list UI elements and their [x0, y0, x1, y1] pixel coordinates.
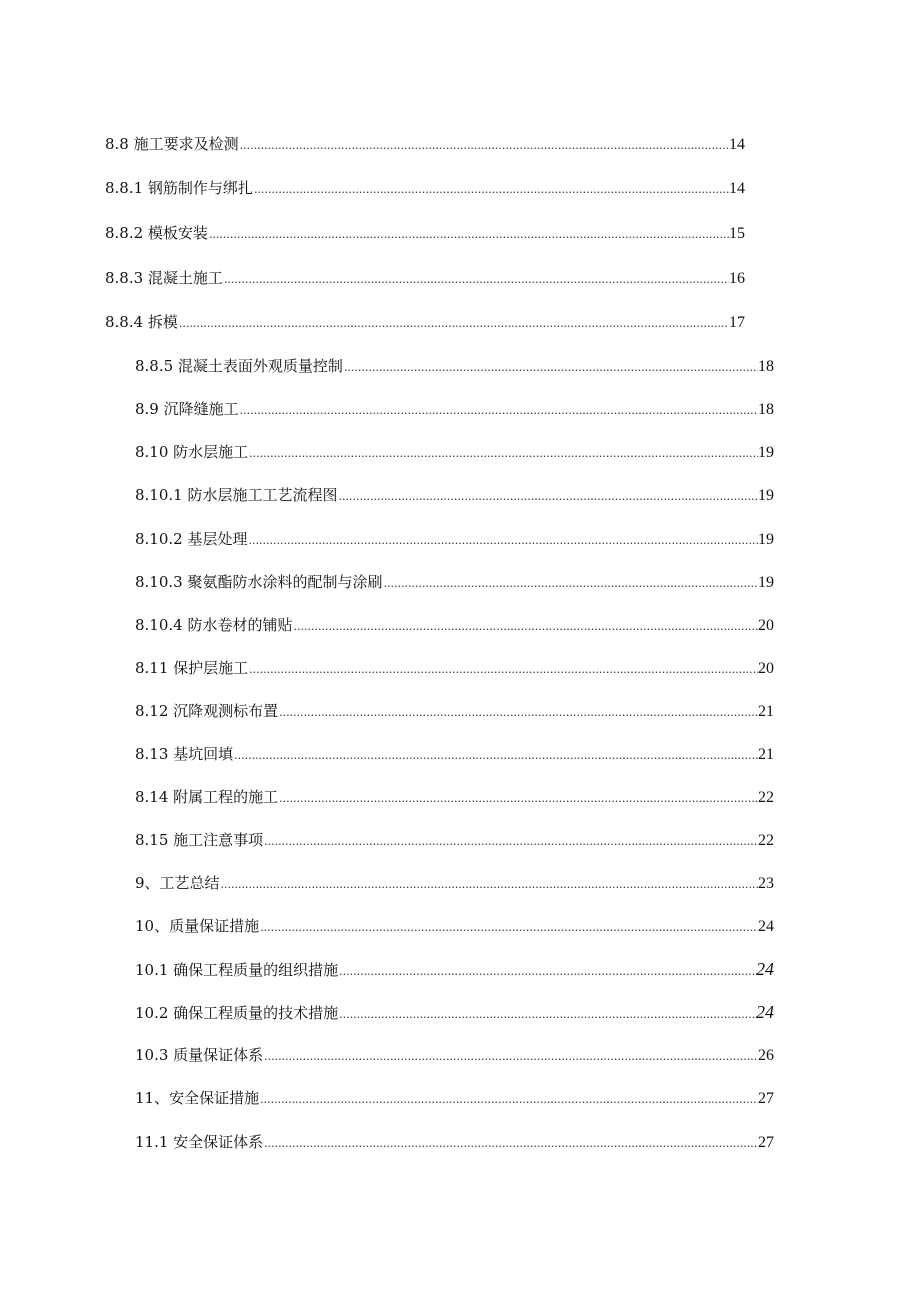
- toc-entry[interactable]: [135, 355, 774, 377]
- toc-page-number: 24: [756, 959, 774, 979]
- toc-page-number: 18: [758, 358, 774, 375]
- toc-entry-label: 10.1 确保工程质量的组织措施: [135, 961, 339, 979]
- toc-page-number: 22: [758, 832, 774, 849]
- toc-dot-leader: [239, 135, 729, 157]
- toc-page-number: 22: [758, 789, 774, 806]
- toc-entry-label: 8.8.3 混凝土施工: [105, 269, 223, 287]
- toc-page-number: 24: [756, 1002, 774, 1022]
- toc-dot-leader: [178, 313, 729, 335]
- toc-dot-leader: [337, 486, 758, 508]
- toc-dot-leader: [233, 745, 758, 767]
- toc-entry[interactable]: [135, 786, 774, 808]
- toc-dot-leader: [338, 1004, 756, 1026]
- toc-dot-leader: [338, 961, 756, 983]
- toc-dot-leader: [248, 659, 758, 681]
- toc-page-number: 19: [758, 444, 774, 461]
- toc-entry[interactable]: [135, 398, 774, 420]
- toc-entry[interactable]: [135, 484, 774, 506]
- toc-entry-label: 8.10 防水层施工: [135, 443, 249, 461]
- toc-page-number: 24: [758, 918, 774, 935]
- toc-entry[interactable]: [135, 872, 774, 894]
- toc-entry[interactable]: [135, 915, 774, 937]
- toc-entry[interactable]: [135, 1131, 774, 1153]
- toc-dot-leader: [259, 917, 758, 939]
- toc-page-number: 19: [758, 574, 774, 591]
- toc-entry[interactable]: [105, 177, 745, 199]
- toc-page-number: 17: [729, 314, 745, 331]
- toc-entry[interactable]: [135, 441, 774, 463]
- toc-page-number: 21: [758, 703, 774, 720]
- toc-page-number: 14: [729, 180, 745, 197]
- toc-entry[interactable]: [135, 657, 774, 679]
- toc-dot-leader: [253, 179, 729, 201]
- toc-entry-label: 8.8 施工要求及检测: [105, 135, 239, 153]
- toc-entry-label: 8.10.2 基层处理: [135, 530, 248, 548]
- toc-entry[interactable]: [135, 1044, 774, 1066]
- toc-entry-label: 8.10.1 防水层施工工艺流程图: [135, 486, 338, 504]
- toc-page-number: 15: [729, 225, 745, 242]
- toc-page-number: 27: [758, 1090, 774, 1107]
- toc-entry[interactable]: [105, 311, 745, 333]
- toc-dot-leader: [263, 1046, 758, 1068]
- toc-dot-leader: [263, 1133, 758, 1155]
- toc-entry-label: 11.1 安全保证体系: [135, 1133, 264, 1151]
- toc-page-number: 20: [758, 660, 774, 677]
- toc-entry-label: 10.3 质量保证体系: [135, 1046, 264, 1064]
- toc-dot-leader: [292, 616, 758, 638]
- toc-page-number: 14: [729, 136, 745, 153]
- toc-entry-label: 8.12 沉降观测标布置: [135, 702, 279, 720]
- toc-entry-label: 8.14 附属工程的施工: [135, 788, 279, 806]
- toc-entry-label: 8.10.4 防水卷材的铺贴: [135, 616, 293, 634]
- toc-entry-label: 8.8.4 拆模: [105, 313, 178, 331]
- toc-dot-leader: [263, 831, 758, 853]
- toc-page-number: 16: [729, 270, 745, 287]
- toc-entry[interactable]: [135, 1001, 774, 1023]
- toc-dot-leader: [223, 269, 729, 291]
- toc-page-number: 19: [758, 487, 774, 504]
- toc-entry-label: 10.2 确保工程质量的技术措施: [135, 1004, 339, 1022]
- toc-entry[interactable]: [105, 267, 745, 289]
- toc-entry[interactable]: [135, 571, 774, 593]
- toc-entry-label: 8.9 沉降缝施工: [135, 400, 239, 418]
- toc-entry[interactable]: [135, 1087, 774, 1109]
- toc-dot-leader: [343, 357, 758, 379]
- toc-dot-leader: [278, 788, 758, 810]
- toc-page-number: 21: [758, 746, 774, 763]
- toc-dot-leader: [220, 874, 758, 896]
- toc-entry-label: 10、质量保证措施: [135, 917, 260, 935]
- toc-entry-label: 8.15 施工注意事项: [135, 831, 264, 849]
- toc-entry-label: 8.8.1 钢筋制作与绑扎: [105, 179, 253, 197]
- toc-entry-label: 8.13 基坑回填: [135, 745, 234, 763]
- toc-page-number: 18: [758, 401, 774, 418]
- toc-entry[interactable]: [135, 958, 774, 980]
- toc-entry-label: 8.10.3 聚氨酯防水涂料的配制与涂刷: [135, 573, 383, 591]
- toc-entry-label: 8.8.5 混凝土表面外观质量控制: [135, 357, 343, 375]
- toc-dot-leader: [239, 400, 758, 422]
- toc-entry[interactable]: [135, 528, 774, 550]
- toc-dot-leader: [259, 1089, 758, 1111]
- toc-entry-label: 9、工艺总结: [135, 874, 220, 892]
- toc-page-number: 26: [758, 1047, 774, 1064]
- toc-entry-label: 8.11 保护层施工: [135, 659, 249, 677]
- toc-dot-leader: [278, 702, 758, 724]
- toc-entry-label: 11、安全保证措施: [135, 1089, 260, 1107]
- toc-entry[interactable]: [135, 700, 774, 722]
- toc-page-number: 19: [758, 531, 774, 548]
- toc-page-number: 20: [758, 617, 774, 634]
- toc-page-number: 23: [758, 875, 774, 892]
- toc-entry[interactable]: [105, 222, 745, 244]
- toc-entry[interactable]: [135, 829, 774, 851]
- toc-entry[interactable]: [135, 743, 774, 765]
- toc-entry[interactable]: [105, 133, 745, 155]
- toc-entry-label: 8.8.2 模板安装: [105, 224, 208, 242]
- toc-dot-leader: [382, 573, 758, 595]
- toc-entry[interactable]: [135, 614, 774, 636]
- toc-dot-leader: [247, 530, 758, 552]
- toc-dot-leader: [208, 224, 729, 246]
- toc-dot-leader: [248, 443, 758, 465]
- toc-page-number: 27: [758, 1134, 774, 1151]
